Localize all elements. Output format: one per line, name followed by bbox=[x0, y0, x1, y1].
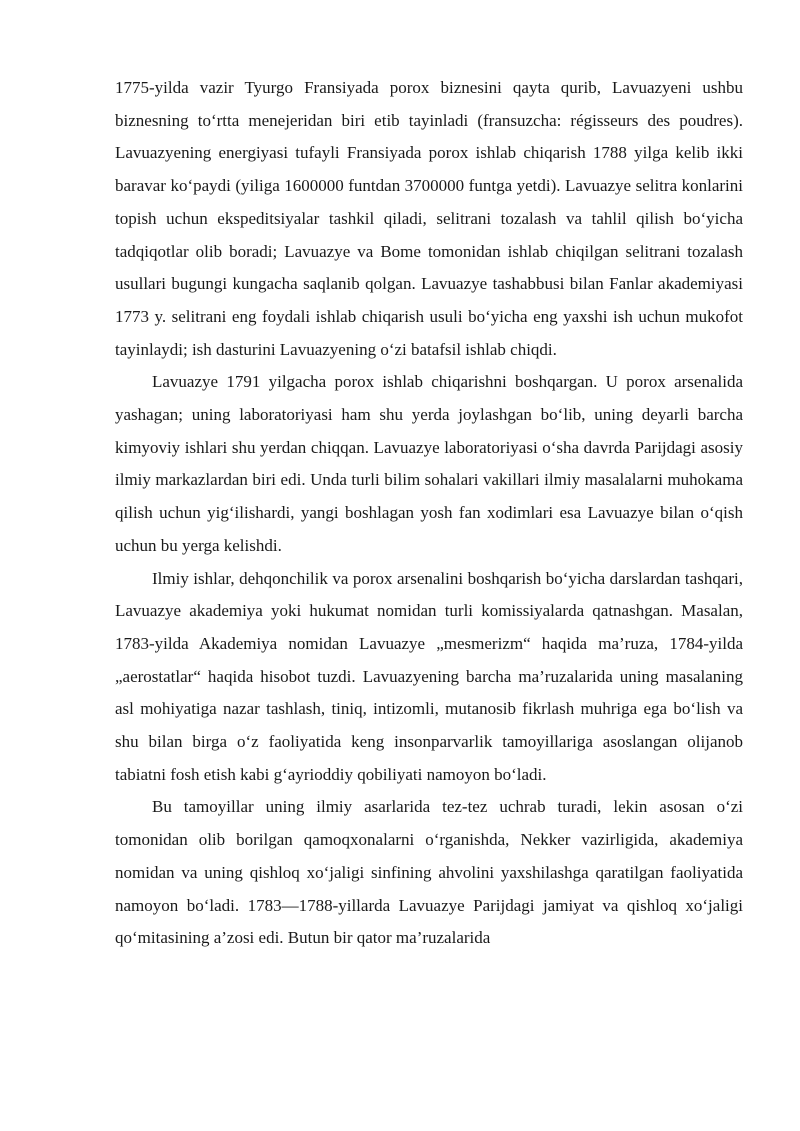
paragraph-2: Lavuazye 1791 yilgacha porox ishlab chiqarishni boshqargan. U porox arsenalida yashagan; uning laboratoriyasi ham shu yerda joylashgan bo‘lib, uning deyarli barcha kimyoviy ishlari shu yerdan chiqqan. Lavuazye laboratoriyasi o‘sha davrda Parijdagi asosiy ilmiy markazlardan biri edi. Unda turli bilim sohalari vakillari ilmiy masalalarni muhokama qilish uchun yig‘ilishardi, yangi boshlagan yosh fan xodimlari esa Lavuazye bilan o‘qish uchun bu yerga kelishdi. bbox=[115, 372, 743, 555]
body-text bbox=[115, 72, 743, 955]
paragraph-1: 1775-yilda vazir Tyurgo Fransiyada porox biznesini qayta qurib, Lavuazyeni ushbu biznesning to‘rtta menejeridan biri etib tayinladi (fransuzcha: régisseurs des poudres). Lavuazyening energiyasi tufayli Fransiyada porox ishlab chiqarish 1788 yilga kelib ikki baravar ko‘paydi (yiliga 1600000 funtdan 3700000 funtga yetdi). Lavuazye selitra konlarini topish uchun ekspeditsiyalar tashkil qiladi, selitrani tozalash va tahlil qilish bo‘yicha tadqiqotlar olib boradi; Lavuazye va Bome tomonidan ishlab chiqilgan selitrani tozalash usullari bugungi kungacha saqlanib qolgan. Lavuazye tashabbusi bilan Fanlar akademiyasi 1773 y. selitrani eng foydali ishlab chiqarish usuli bo‘yicha eng yaxshi ish uchun mukofot tayinlaydi; ish dasturini Lavuazyening o‘zi batafsil ishlab chiqdi. bbox=[115, 78, 743, 359]
paragraph-4: Bu tamoyillar uning ilmiy asarlarida tez-tez uchrab turadi, lekin asosan o‘zi tomonidan olib borilgan qamoqxonalarni o‘rganishda, Nekker vazirligida, akademiya nomidan va uning qishloq xo‘jaligi sinfining ahvolini yaxshilashga qaratilgan faoliyatida namoyon bo‘ladi. 1783—1788-yillarda Lavuazye Parijdagi jamiyat va qishloq xo‘jaligi qo‘mitasining a’zosi edi. Butun bir qator ma’ruzalarida bbox=[115, 797, 743, 948]
paragraph-3: Ilmiy ishlar, dehqonchilik va porox arsenalini boshqarish bo‘yicha darslardan tashqari, Lavuazye akademiya yoki hukumat nomidan turli komissiyalarda qatnashgan. Masalan, 1783-yilda Akademiya nomidan Lavuazye „mesmerizm“ haqida ma’ruza, 1784-yilda „aerostatlar“ haqida hisobot tuzdi. Lavuazyening barcha ma’ruzalarida uning masalaning asl mohiyatiga nazar tashlash, tiniq, intizomli, mutanosib fikrlash muhriga ega bo‘lish va shu bilan birga o‘z faoliyatida keng insonparvarlik tamoyillariga asoslangan olijanob tabiatni fosh etish kabi g‘ayrioddiy qobiliyati namoyon bo‘ladi. bbox=[115, 568, 743, 784]
